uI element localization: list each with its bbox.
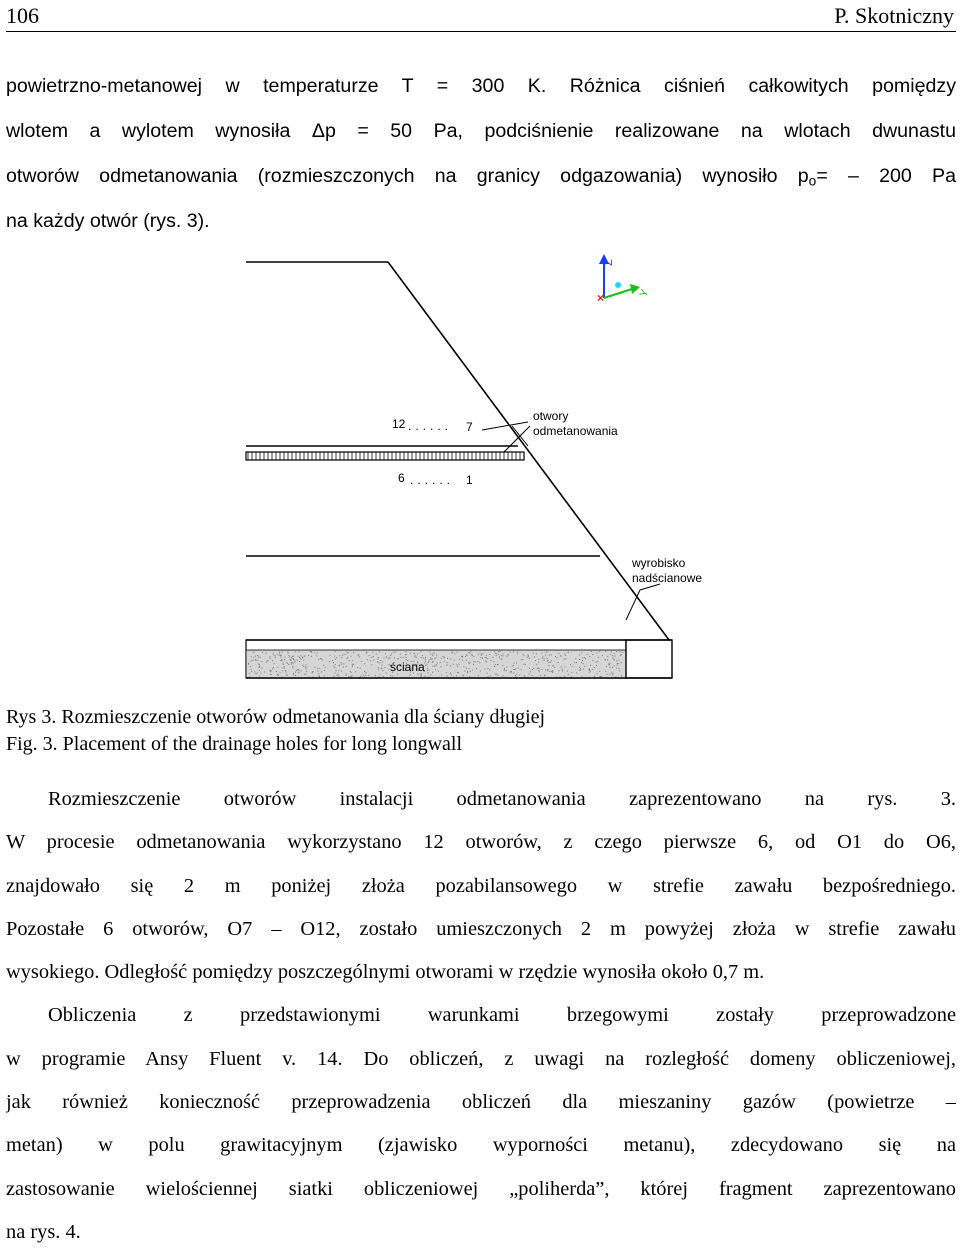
running-author: P. Skotniczny	[834, 3, 954, 28]
body-text	[6, 778, 956, 1254]
y-axis-line	[604, 289, 632, 298]
intro-paragraph	[6, 64, 956, 244]
caving-boundary	[388, 262, 672, 644]
label-holes-line2: odmetanowania	[533, 424, 618, 438]
axes-triad	[597, 254, 652, 305]
text-line: powietrzno-metanowej w temperaturze T = 300 K. Różnica ciśnień całkowitych pomiędzy	[6, 75, 956, 97]
figure-caption-pl: Rys 3. Rozmieszczenie otworów odmetanowania dla ściany długiej	[6, 706, 546, 728]
text-line: jak również konieczność przeprowadzenia obliczeń dla mieszaniny gazów (powietrze –	[6, 1091, 956, 1114]
text-line: otworów odmetanowania (rozmieszczonych na granicy odgazowania) wynosiło $p_o= - 200$ Pa	[6, 165, 956, 189]
text-line: wlotem a wylotem wynosiła Δp = 50 Pa, podciśnienie realizowane na wlotach dwunastu	[6, 120, 956, 142]
text-line: wysokiego. Odległość pomiędzy poszczególnymi otworami w rzędzie wynosiła około 0,7 m.	[6, 961, 765, 984]
label-face: ściana	[390, 660, 425, 674]
text-line: na każdy otwór (rys. 3).	[6, 210, 210, 232]
hole-label-12: 12	[392, 417, 406, 431]
label-gob-line2: nadścianowe	[632, 571, 703, 585]
text-line: metan) w polu grawitacyjnym (zjawisko wyporności metanu), zdecydowano się na	[6, 1134, 956, 1157]
header-rule	[6, 31, 956, 32]
text-line: Rozmieszczenie otworów instalacji odmetanowania zaprezentowano na rys. 3.	[48, 788, 956, 810]
longwall-block	[246, 640, 672, 678]
text-line: w programie Ansy Fluent v. 14. Do obliczeń, z uwagi na rozległość domeny obliczeniowej,	[6, 1047, 956, 1070]
hole-label-6: 6	[398, 471, 405, 485]
text-line: na rys. 4.	[6, 1220, 81, 1243]
leader-line	[626, 590, 640, 620]
figure-caption-en: Fig. 3. Placement of the drainage holes for long longwall	[6, 733, 463, 755]
label-gob-line1: wyrobisko	[632, 556, 686, 570]
hole-dots-upper: ......	[408, 419, 453, 433]
subscript-o: o	[808, 173, 817, 189]
page-number: 106	[6, 3, 39, 28]
hole-label-7: 7	[466, 420, 473, 434]
text-line: zastosowanie wielościennej siatki obliczeniowej „poliherda”, której fragment zaprezentowano	[6, 1177, 956, 1200]
seam-band	[246, 446, 524, 460]
page-header	[6, 0, 956, 32]
hole-label-1: 1	[466, 473, 473, 487]
text-line: znajdowało się 2 m poniżej złoża pozabilansowego w strefie zawału bezpośredniego.	[6, 874, 956, 897]
z-axis-label: Z	[603, 259, 615, 266]
x-axis-marker: ×	[597, 291, 605, 305]
label-holes-line1: otwory	[533, 409, 569, 423]
drainage-holes-figure	[0, 240, 960, 700]
text-line: Pozostałe 6 otworów, O7 – O12, zostało umieszczonych 2 m powyżej złoża w strefie zawału	[6, 917, 956, 940]
leader-line	[482, 422, 528, 430]
origin-marker	[615, 282, 621, 288]
text-line: Obliczenia z przedstawionymi warunkami brzegowymi zostały przeprowadzone	[48, 1004, 956, 1027]
y-axis-label: Y	[637, 287, 652, 299]
text-line: W procesie odmetanowania wykorzystano 12 otworów, z czego pierwsze 6, od O1 do O6,	[6, 831, 956, 854]
hole-dots-lower: ......	[410, 473, 455, 487]
